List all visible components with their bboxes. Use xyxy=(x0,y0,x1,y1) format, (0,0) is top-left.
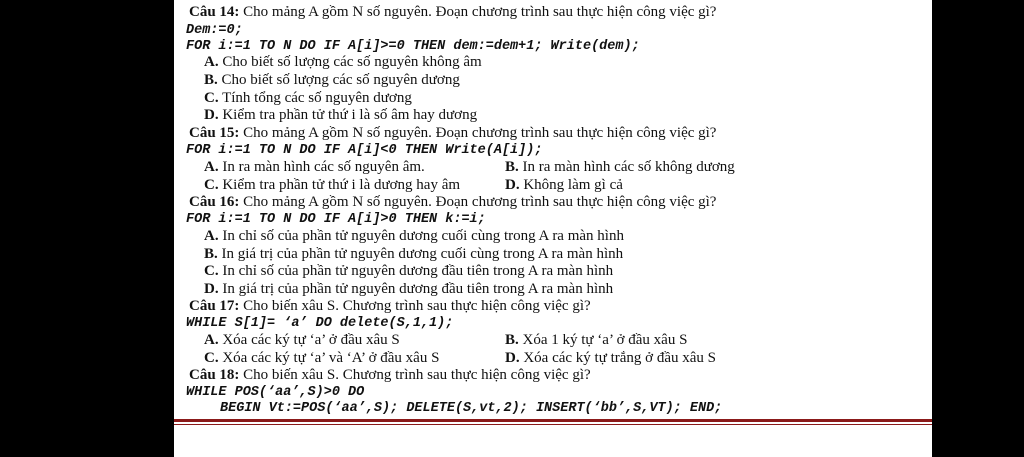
question-number: Câu 15: xyxy=(189,125,240,141)
option-d: D. Kiểm tra phần tử thứ i là số âm hay dương xyxy=(204,107,478,123)
option-d: D. In giá trị của phần tử nguyên dương đầu tiên trong A ra màn hình xyxy=(204,281,614,297)
code-line: BEGIN Vt:=POS(‘aa’,S); DELETE(S,vt,2); INSERT(‘bb’,S,VT); END; xyxy=(220,401,723,416)
option-b: B. In giá trị của phần tử nguyên dương cuối cùng trong A ra màn hình xyxy=(204,246,624,262)
option-c: C. In chỉ số của phần tử nguyên dương đầu tiên trong A ra màn hình xyxy=(204,263,614,279)
question-17 xyxy=(189,298,591,315)
code-line: FOR i:=1 TO N DO IF A[i]>=0 THEN dem:=dem+1; Write(dem); xyxy=(186,39,640,54)
option-b: B. Cho biết số lượng các số nguyên dương xyxy=(204,72,460,88)
question-number: Câu 18: xyxy=(189,367,240,383)
question-text: Cho mảng A gồm N số nguyên. Đoạn chương trình sau thực hiện công việc gì? xyxy=(243,125,717,141)
document-page xyxy=(174,0,932,457)
option-a: A. Cho biết số lượng các số nguyên không âm xyxy=(204,54,482,70)
option-a: A. In ra màn hình các số nguyên âm. xyxy=(204,159,425,175)
question-text: Cho biến xâu S. Chương trình sau thực hiện công việc gì? xyxy=(243,298,591,314)
code-line: FOR i:=1 TO N DO IF A[i]>0 THEN k:=i; xyxy=(186,212,486,227)
option-c: C. Tính tổng các số nguyên dương xyxy=(204,90,412,106)
question-text: Cho mảng A gồm N số nguyên. Đoạn chương trình sau thực hiện công việc gì? xyxy=(243,4,717,20)
option-b: B. In ra màn hình các số không dương xyxy=(505,159,735,175)
divider xyxy=(174,419,932,422)
question-text: Cho mảng A gồm N số nguyên. Đoạn chương trình sau thực hiện công việc gì? xyxy=(243,194,717,210)
question-number: Câu 16: xyxy=(189,194,240,210)
question-18 xyxy=(189,367,591,384)
question-number: Câu 17: xyxy=(189,298,240,314)
code-line: Dem:=0; xyxy=(186,23,243,38)
option-c: C. Kiểm tra phần tử thứ i là dương hay âm xyxy=(204,177,461,193)
question-number: Câu 14: xyxy=(189,4,240,20)
option-b: B. Xóa 1 ký tự ‘a’ ở đầu xâu S xyxy=(505,332,688,348)
question-14 xyxy=(189,4,716,21)
divider xyxy=(174,424,932,425)
option-d: D. Xóa các ký tự trắng ở đầu xâu S xyxy=(505,350,717,366)
option-a: A. Xóa các ký tự ‘a’ ở đầu xâu S xyxy=(204,332,400,348)
code-line: WHILE POS(‘aa’,S)>0 DO xyxy=(186,385,365,400)
question-text: Cho biến xâu S. Chương trình sau thực hiện công việc gì? xyxy=(243,367,591,383)
option-a: A. In chỉ số của phần tử nguyên dương cuối cùng trong A ra màn hình xyxy=(204,228,624,244)
option-c: C. Xóa các ký tự ‘a’ và ‘A’ ở đầu xâu S xyxy=(204,350,440,366)
question-16 xyxy=(189,194,716,211)
option-d: D. Không làm gì cả xyxy=(505,177,623,193)
question-15 xyxy=(189,125,716,142)
code-line: FOR i:=1 TO N DO IF A[i]<0 THEN Write(A[i]); xyxy=(186,143,543,158)
code-line: WHILE S[1]= ‘a’ DO delete(S,1,1); xyxy=(186,316,454,331)
